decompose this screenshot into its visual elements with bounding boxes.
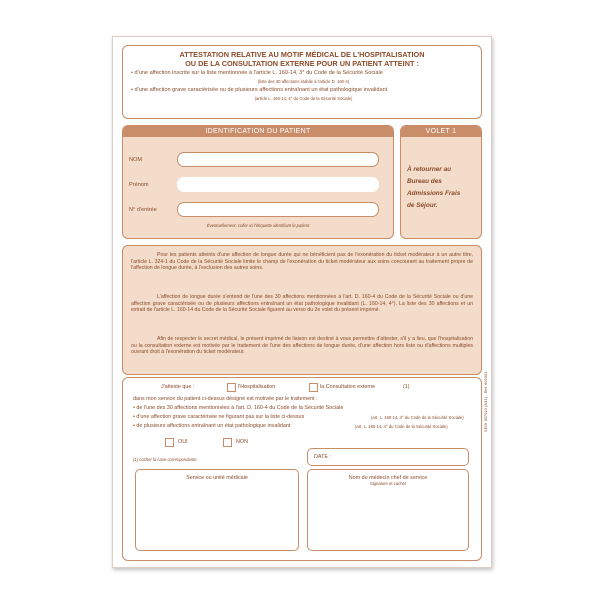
entree-label: N° d'entrée: [129, 207, 157, 213]
consultation-checkbox[interactable]: [309, 383, 318, 392]
form-title-line1: ATTESTATION RELATIVE AU MOTIF MÉDICAL DE L'HOSPITALISATION: [179, 50, 425, 59]
oui-checkbox[interactable]: [165, 438, 174, 447]
non-checkbox[interactable]: [223, 438, 232, 447]
nom-field[interactable]: [177, 152, 379, 167]
volet-line3: Admissions Frais: [407, 190, 461, 197]
consultation-label: la Consultation externe: [320, 384, 376, 390]
info-paragraph-1: Pour les patients atteints d'une affection de longue durée qui ne bénéficient pas de l'exonération du ticket modérateur à un autre titre, l'article L. 324-1 du Code de la Sécurité Sociale limite le champ de l'exonération du ticket modérateur aux soins concourant au traitement propre de l'affection de longue durée, à l'exclusion des autres soins.: [131, 252, 473, 272]
date-field[interactable]: [307, 448, 469, 466]
bullet-3: • de plusieurs affections entraînant un état pathologique invalidant: [133, 423, 291, 429]
signature-box[interactable]: [307, 469, 469, 551]
nom-label: NOM: [129, 157, 143, 163]
etiquette-note: Éventuellement, coller ici l'étiquette identifiant le patient: [206, 223, 310, 228]
volet-line4: de Séjour.: [407, 202, 438, 209]
volet-line1: À retourner au: [407, 166, 452, 173]
traitement-line: dans mon service du patient ci-dessus désigné est motivée par le traitement :: [133, 396, 318, 402]
attestation-section: [122, 377, 482, 561]
non-label: NON: [236, 439, 248, 445]
info-paragraph-3: Afin de respecter le secret médical, le présent imprimé de liaison est destiné à vous permettre d'attester, s'il y a lieu, que l'hospitalisation ou la consultation externe est motivée par le traitement de l'une des affections de longue durée, d'une affection hors liste ou d'affections multiples ouvrant droit à l'exonération du ticket modérateur.: [131, 336, 473, 356]
attestation-form: [112, 36, 492, 568]
title-item2: • d'une affection grave caractérisée ou de plusieurs affections entraînant un état pathologique invalidant: [131, 87, 388, 93]
form-title-line2: OU DE LA CONSULTATION EXTERNE POUR UN PATIENT ATTEINT :: [185, 58, 419, 68]
title-box: [122, 45, 482, 119]
identification-header: IDENTIFICATION DU PATIENT: [123, 126, 393, 137]
bullet-2: • d'une affection grave caractérisée ne figurant pas sur la liste ci-dessus: [133, 414, 305, 420]
form-reference-code: SEDI 307013 (3/11) - Réf. 602001: [483, 371, 488, 432]
footnote: (1) cocher la case correspondante: [133, 457, 197, 462]
info-section: [122, 245, 482, 375]
bullet-2-note: (art. L. 160-14, 4° du Code de la Sécurité Sociale): [371, 415, 464, 420]
footnote-ref: (1): [403, 384, 410, 390]
atteste-label: J'atteste que :: [161, 384, 195, 390]
date-label: DATE :: [314, 454, 331, 460]
prenom-label: Prénom: [129, 182, 149, 188]
volet-header: VOLET 1: [401, 126, 481, 137]
volet-line2: Bureau des: [407, 178, 442, 185]
hospitalisation-label: l'Hospitalisation: [238, 384, 276, 390]
signature-label: Signature et cachet: [369, 481, 407, 486]
oui-label: OUI: [178, 439, 188, 445]
service-box[interactable]: [135, 469, 299, 551]
patient-identification-section: [122, 125, 394, 239]
title-item1: • d'une affection inscrite sur la liste mentionnée à l'article L. 160-14, 3° du Code de la Sécurité Sociale: [131, 70, 383, 76]
medecin-label: Nom du médecin chef de service: [348, 475, 428, 481]
title-item1-note: (liste des 30 affections établie à l'article D. 160-4): [257, 79, 350, 84]
volet-section: [400, 125, 482, 239]
info-paragraph-2: L'affection de longue durée s'entend de l'une des 30 affections mentionnées à l'art. D. 160-4 du Code de la Sécurité Sociale ou d'une affection grave caractérisée ou de plusieurs affections entraînant un état pathologique invalidant (L. 160-14, 4°). La liste des 30 affections et un extrait de l'article L. 160-14 du Code de la Sécurité Sociale figurent au verso du 2e volet du présent imprimé.: [131, 294, 473, 314]
entree-field[interactable]: [177, 202, 379, 217]
service-label: Service ou unité médicale: [186, 475, 248, 481]
title-item2-note: (article L. 160-14, 4° du Code de la Sécurité Sociale): [254, 96, 353, 101]
prenom-field[interactable]: [177, 177, 379, 192]
hospitalisation-checkbox[interactable]: [227, 383, 236, 392]
bullet-1: • de l'une des 30 affections mentionnées à l'art. D. 160-4 du Code de la Sécurité Sociale: [133, 405, 344, 411]
bullet-3-note: (art. L. 160-14, 4° du Code de la Sécurité Sociale): [355, 424, 448, 429]
